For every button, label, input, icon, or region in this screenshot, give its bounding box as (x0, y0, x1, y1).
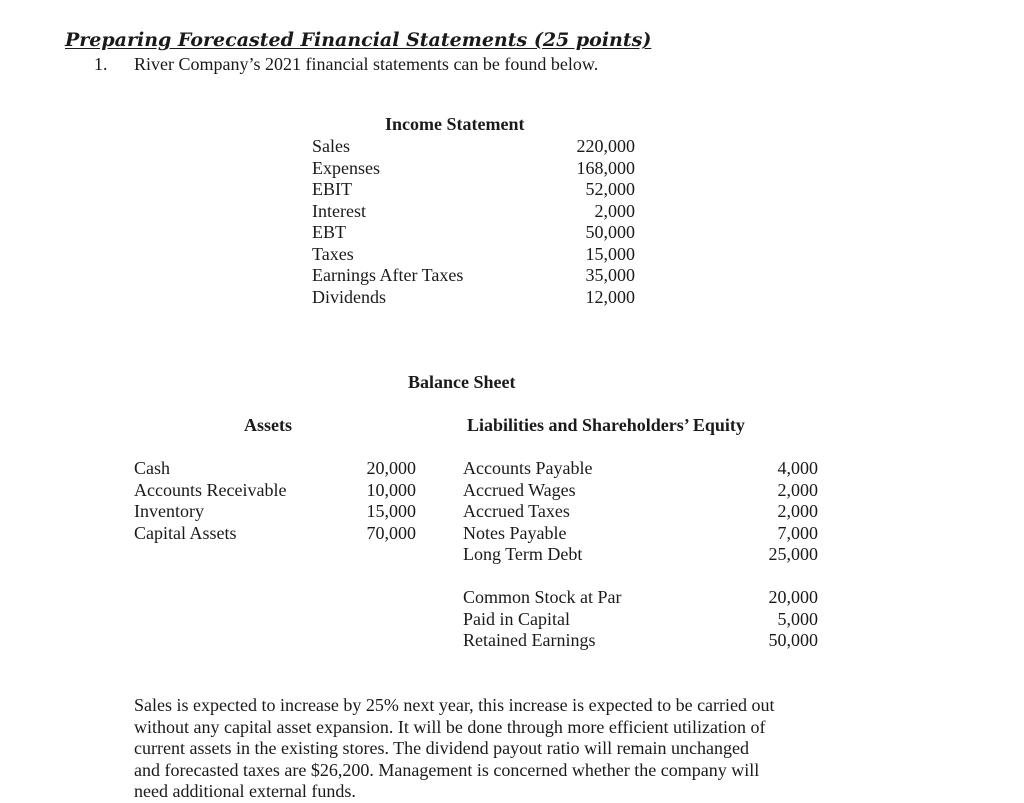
income-value: 50,000 (585, 222, 635, 242)
asset-label: Inventory (134, 501, 204, 521)
equity-label: Paid in Capital (463, 608, 570, 629)
income-label: Expenses (312, 157, 380, 178)
assets-header: Assets (244, 415, 292, 435)
equity-value: 5,000 (777, 608, 818, 629)
asset-value: 20,000 (366, 458, 416, 478)
income-statement-values (535, 136, 635, 308)
asset-value: 15,000 (366, 501, 416, 521)
income-statement-labels (312, 136, 463, 308)
equity-labels (463, 587, 622, 652)
income-value: 2,000 (594, 200, 635, 221)
liability-label: Accounts Payable (463, 458, 593, 478)
asset-label: Capital Assets (134, 522, 237, 543)
liability-value: 4,000 (777, 458, 818, 478)
equity-value: 50,000 (768, 630, 818, 650)
income-value: 12,000 (585, 286, 635, 307)
section-heading: Preparing Forecasted Financial Statements (25 points) (65, 29, 652, 51)
income-value: 220,000 (576, 136, 635, 156)
income-statement-title: Income Statement (385, 114, 525, 134)
liability-value: 7,000 (777, 522, 818, 543)
assets-values (316, 458, 416, 544)
asset-value: 10,000 (366, 479, 416, 500)
liability-label: Accrued Wages (463, 479, 576, 500)
paragraph-line: need additional external funds. (134, 781, 356, 801)
asset-label: Accounts Receivable (134, 479, 287, 500)
income-value: 52,000 (585, 179, 635, 199)
income-label: Earnings After Taxes (312, 265, 464, 285)
equity-values (718, 587, 818, 652)
paragraph-line: Sales is expected to increase by 25% next year, this increase is expected to be carried out (134, 695, 775, 715)
question-text: River Company’s 2021 financial statements can be found below. (134, 54, 599, 74)
asset-value: 70,000 (366, 522, 416, 543)
asset-label: Cash (134, 458, 170, 478)
paragraph-line: current assets in the existing stores. The dividend payout ratio will remain unchanged (134, 738, 750, 758)
equity-value: 20,000 (768, 587, 818, 607)
income-label: Sales (312, 136, 350, 156)
income-value: 168,000 (576, 157, 635, 178)
liability-label: Long Term Debt (463, 544, 583, 564)
liability-label: Accrued Taxes (463, 501, 570, 521)
liabilities-header: Liabilities and Shareholders’ Equity (467, 415, 745, 435)
income-value: 15,000 (585, 243, 635, 264)
income-label: EBIT (312, 179, 352, 199)
income-label: Interest (312, 200, 366, 221)
equity-label: Common Stock at Par (463, 587, 622, 607)
paragraph-line: and forecasted taxes are $26,200. Management is concerned whether the company will (134, 759, 760, 780)
question-number: 1. (94, 54, 108, 74)
assets-labels (134, 458, 286, 544)
equity-label: Retained Earnings (463, 630, 596, 650)
income-value: 35,000 (585, 265, 635, 285)
income-label: Taxes (312, 243, 354, 264)
liability-value: 2,000 (777, 501, 818, 521)
liabilities-labels (463, 458, 592, 566)
forecast-paragraph (134, 695, 894, 803)
income-label: EBT (312, 222, 346, 242)
liability-value: 25,000 (768, 544, 818, 564)
paragraph-line: without any capital asset expansion. It will be done through more efficient utilization of (134, 716, 766, 737)
balance-sheet-title: Balance Sheet (408, 372, 516, 392)
liability-label: Notes Payable (463, 522, 567, 543)
liability-value: 2,000 (777, 479, 818, 500)
liabilities-values (718, 458, 818, 566)
income-label: Dividends (312, 286, 386, 307)
